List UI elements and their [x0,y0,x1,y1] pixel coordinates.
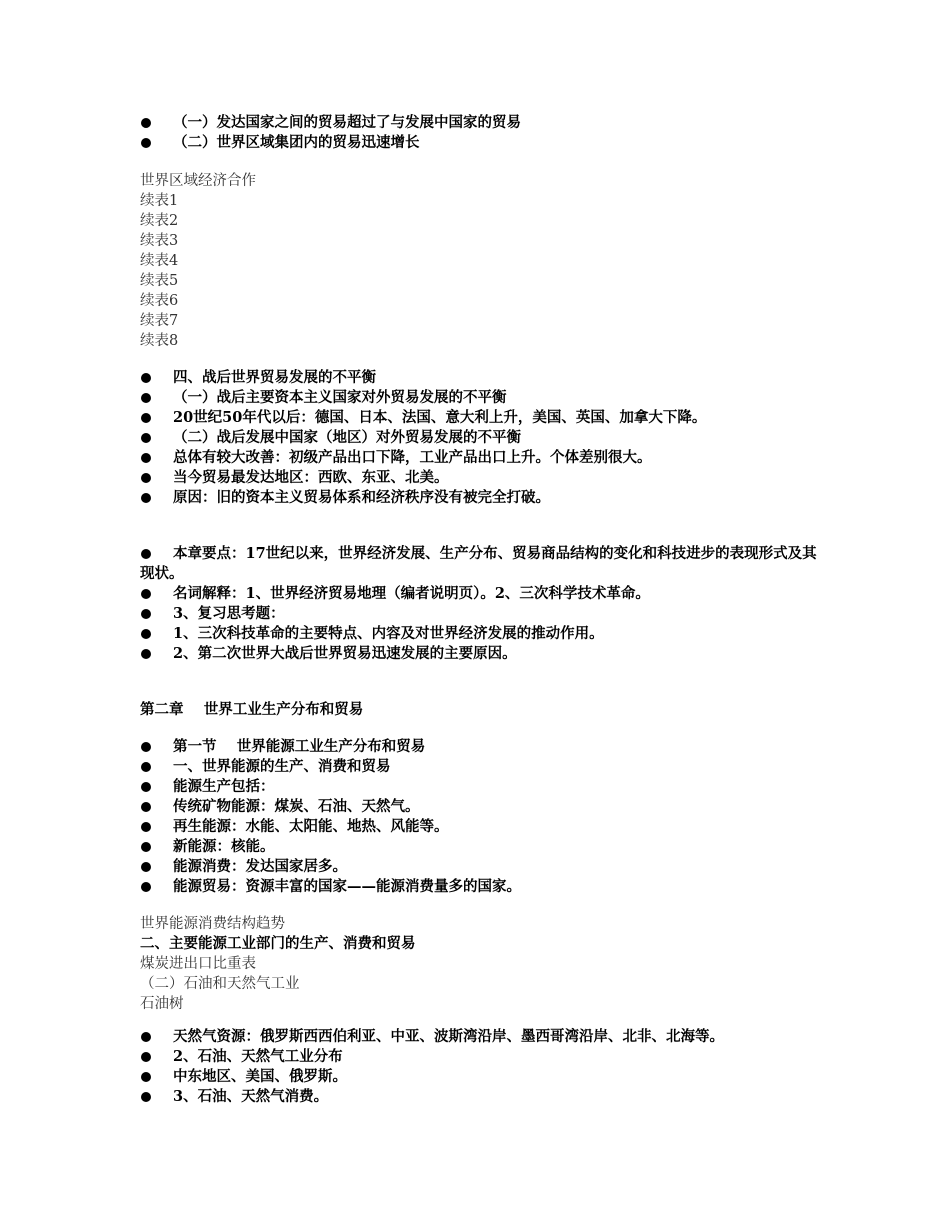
section-heading: 二、主要能源工业部门的生产、消费和贸易 [140,935,416,952]
bullet-item: 传统矿物能源：煤炭、石油、天然气。 [140,797,820,817]
bullet-item: 第一节 世界能源工业生产分布和贸易 [140,737,820,757]
bullet-item: 2、石油、天然气工业分布 [140,1047,820,1067]
caption-line: 续表4 [140,253,179,269]
caption-line: 续表7 [140,313,179,329]
caption-line: （二）石油和天然气工业 [140,976,300,992]
bullet-item: 再生能源：水能、太阳能、地热、风能等。 [140,817,820,837]
bullet-item: 总体有较大改善：初级产品出口下降，工业产品出口上升。个体差别很大。 [140,448,820,468]
bullet-item: （二）世界区域集团内的贸易迅速增长 [140,133,820,153]
bullet-item: 20世纪50年代以后：德国、日本、法国、意大利上升，美国、英国、加拿大下降。 [140,408,820,428]
bullet-item: 本章要点：17世纪以来，世界经济发展、生产分布、贸易商品结构的变化和科技进步的表现形式及其现状。 [140,544,820,584]
bullet-item: 能源生产包括： [140,777,820,797]
bullet-item: （二）战后发展中国家（地区）对外贸易发展的不平衡 [140,428,820,448]
bullet-item: 四、战后世界贸易发展的不平衡 [140,368,820,388]
bullet-item: 当今贸易最发达地区：西欧、东亚、北美。 [140,468,820,488]
caption-line: 煤炭进出口比重表 [140,956,256,972]
bullet-item: 能源消费：发达国家居多。 [140,857,820,877]
chapter-heading [140,700,820,720]
bullet-item: 3、复习思考题： [140,604,820,624]
caption-line: 续表8 [140,333,179,349]
bullet-item: （一）战后主要资本主义国家对外贸易发展的不平衡 [140,388,820,408]
bullet-item: 天然气资源：俄罗斯西西伯利亚、中亚、波斯湾沿岸、墨西哥湾沿岸、北非、北海等。 [140,1027,820,1047]
bullet-item: 新能源：核能。 [140,837,820,857]
caption-line: 石油树 [140,996,184,1012]
bullet-item: 1、三次科技革命的主要特点、内容及对世界经济发展的推动作用。 [140,624,820,644]
bullet-group-chapter-summary [140,544,820,664]
bullet-item: 2、第二次世界大战后世界贸易迅速发展的主要原因。 [140,644,820,664]
bullet-group-imbalance [140,368,820,508]
bullet-group-gas [140,1027,820,1107]
chapter-title: 第二章 世界工业生产分布和贸易 [140,701,364,718]
bullet-item: 名词解释：1、世界经济贸易地理（编者说明页）。2、三次科学技术革命。 [140,584,820,604]
caption-line: 续表3 [140,233,179,249]
energy-caption-group [140,914,820,1014]
bullet-group-energy [140,737,820,897]
caption-line: 续表1 [140,193,179,209]
bullet-item: 能源贸易：资源丰富的国家——能源消费量多的国家。 [140,877,820,897]
caption-line: 世界区域经济合作 [140,173,256,189]
bullet-item: 一、世界能源的生产、消费和贸易 [140,757,820,777]
bullet-item: 中东地区、美国、俄罗斯。 [140,1067,820,1087]
caption-line: 续表2 [140,213,179,229]
caption-line: 续表5 [140,273,179,289]
bullet-item: 原因：旧的资本主义贸易体系和经济秩序没有被完全打破。 [140,488,820,508]
bullet-item: （一）发达国家之间的贸易超过了与发展中国家的贸易 [140,113,820,133]
table-caption-group [140,171,820,351]
bullet-item: 3、石油、天然气消费。 [140,1087,820,1107]
caption-line: 续表6 [140,293,179,309]
bullet-group-trade [140,113,820,153]
caption-line: 世界能源消费结构趋势 [140,916,285,932]
